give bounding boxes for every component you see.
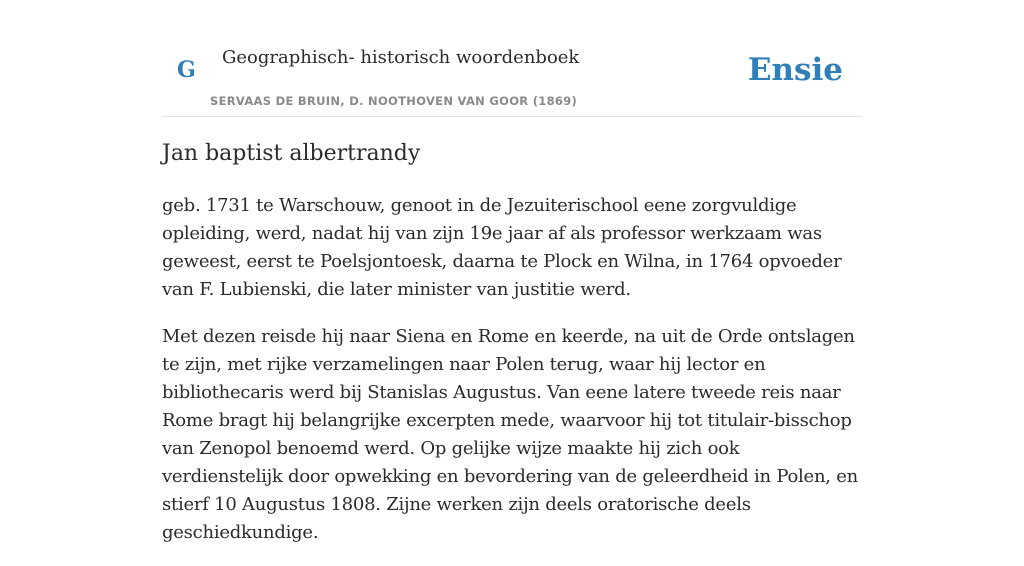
brand-logo-link[interactable]: Ensie — [747, 52, 843, 88]
entry-paragraph: geb. 1731 te Warschouw, genoot in de Jezuiterischool eene zorgvuldige opleiding, werd, nadat hij van zijn 19e jaar af als professor werkzaam was geweest, eerst te Poelsjontoesk, daarna te Plock en Wilna, in 1764 opvoeder van F. Lubienski, die later minister van justitie werd. — [162, 195, 842, 300]
page — [162, 0, 862, 543]
entry-body — [162, 192, 862, 566]
book-title[interactable]: Geographisch- historisch woordenboek — [222, 47, 580, 68]
page-header — [162, 0, 862, 117]
entry-paragraph: Met dezen reisde hij naar Siena en Rome en keerde, na uit de Orde ontslagen te zijn, met rijke verzamelingen naar Polen terug, waar hij lector en bibliothecaris werd bij Stanislas Augustus. Van eene latere tweede reis naar Rome bragt hij belangrijke excerpten mede, waarvoor hij tot titulair-bisschop van Zenopol benoemd werd. Op gelijke wijze maakte hij zich ook verdienstelijk door opwekking en bevordering van de geleerdheid in Polen, en stierf 10 Augustus 1808. Zijne werken zijn deels oratorische deels geschiedkundige. — [162, 326, 858, 543]
entry-title: Jan baptist albertrandy — [162, 141, 421, 166]
book-logo-icon[interactable]: G — [177, 57, 196, 83]
book-author: SERVAAS DE BRUIN, D. NOOTHOVEN VAN GOOR (1869) — [210, 94, 578, 108]
